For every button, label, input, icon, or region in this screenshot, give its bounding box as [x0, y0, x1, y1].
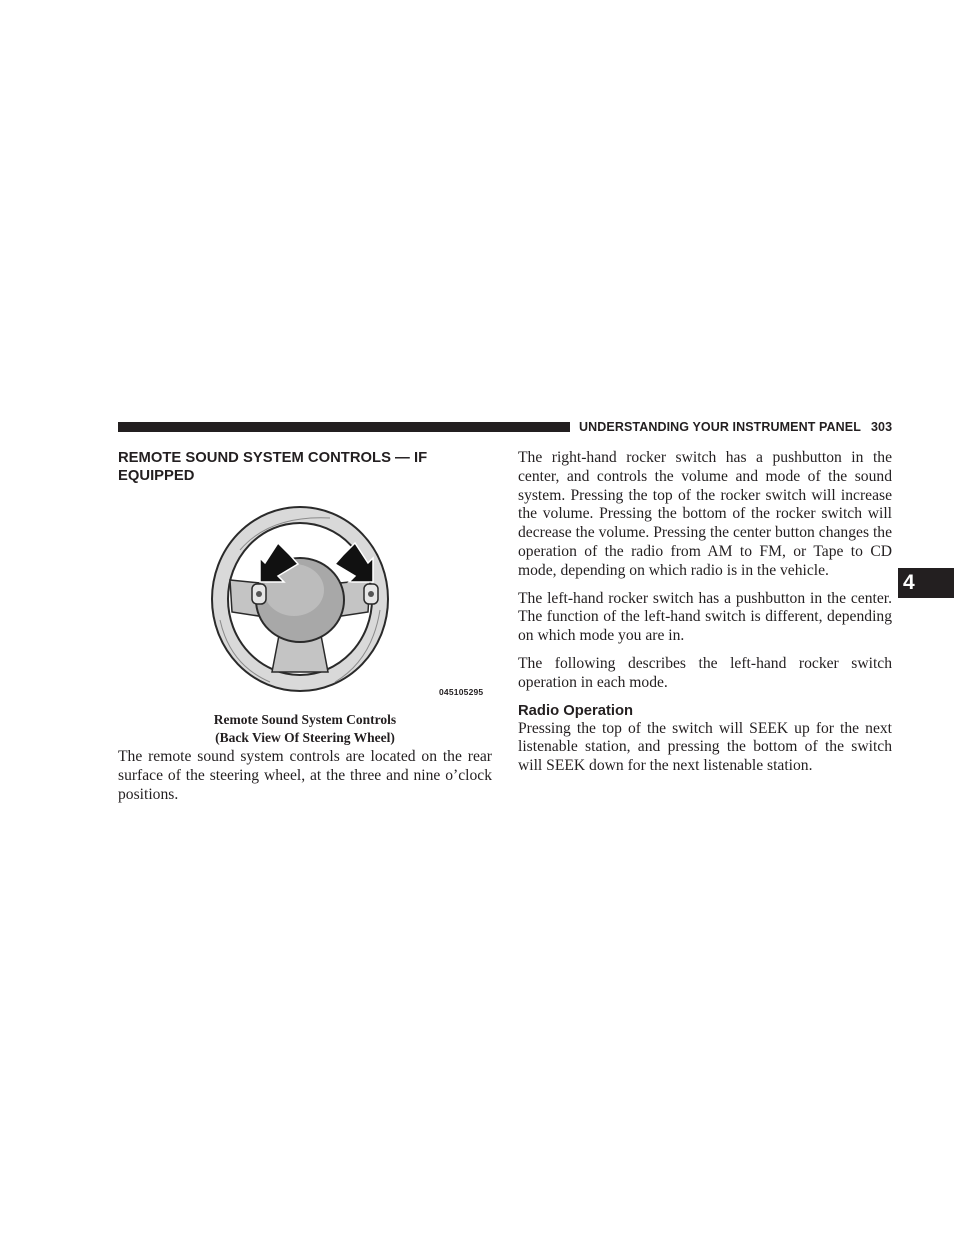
running-header [579, 420, 892, 434]
chapter-tab: 4 [898, 568, 954, 598]
section-heading: REMOTE SOUND SYSTEM CONTROLS — IF EQUIPPED [118, 450, 428, 484]
right-switch-paragraph: The right-hand rocker switch has a pushbutton in the center, and controls the volume and mode of the sound system. Pressing the top of the rocker switch will increase the volume. Pressing the bottom of the rocker switch will decrease the volume. Pressing the center button changes the operation of the radio from AM to FM, or Tape to CD mode, depending on which radio is in the vehicle. [518, 449, 892, 579]
right-column [518, 449, 892, 785]
caption-line-1: Remote Sound System Controls [213, 712, 397, 727]
steering-wheel-figure [210, 500, 500, 700]
location-paragraph: The remote sound system controls are located on the rear surface of the steering wheel, at the three and nine o’clock positions. [118, 748, 492, 803]
left-switch-paragraph: The left-hand rocker switch has a pushbutton in the center. The function of the left-hand switch is different, depending on which mode you are in. [518, 589, 892, 645]
figure-id: 045105295 [439, 687, 484, 697]
header-rule [118, 422, 570, 432]
steering-wheel-illustration [210, 500, 500, 700]
figure-caption [118, 711, 492, 747]
radio-operation-heading: Radio Operation [518, 702, 634, 719]
page-number: 303 [870, 420, 893, 434]
header-section-title: UNDERSTANDING YOUR INSTRUMENT PANEL [579, 420, 861, 434]
left-rocker-button [256, 591, 262, 597]
right-rocker-button [368, 591, 374, 597]
caption-line-2: (Back View Of Steering Wheel) [215, 730, 395, 745]
modes-intro-paragraph: The following describes the left-hand rocker switch operation in each mode. [518, 654, 892, 691]
radio-operation-paragraph: Pressing the top of the switch will SEEK up for the next listenable station, and pressing the bottom of the switch will SEEK down for the next listenable station. [518, 719, 892, 775]
